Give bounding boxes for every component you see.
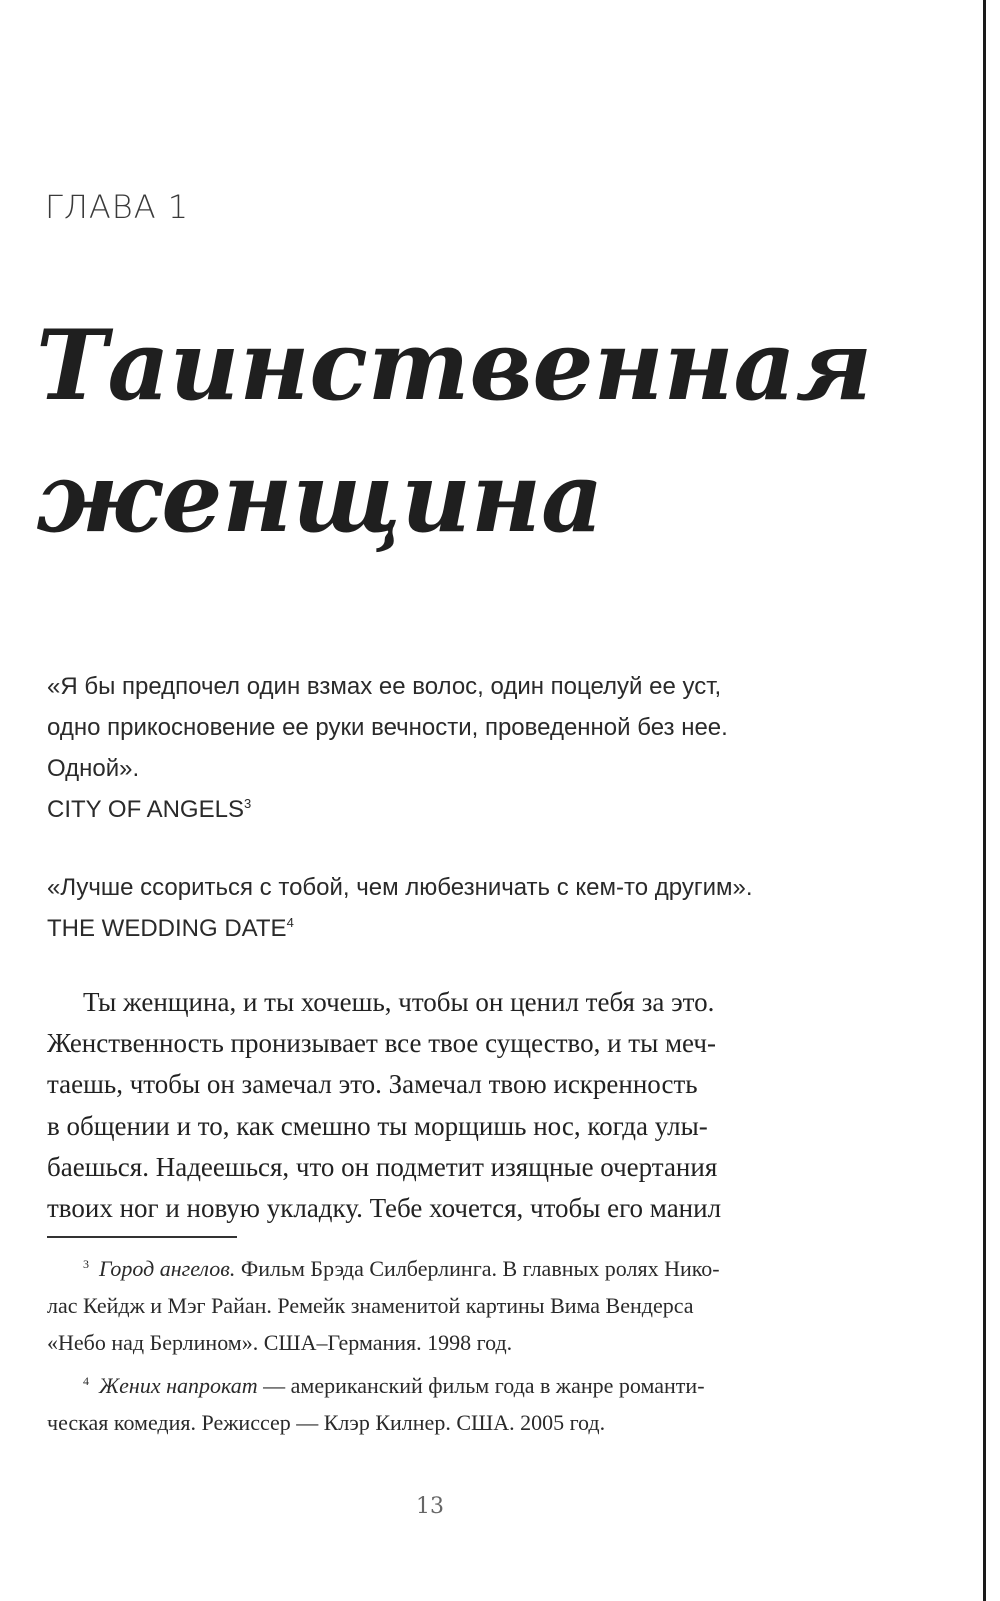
footnote-3-line-1 <box>47 1250 847 1287</box>
footnote-3-line-2: лас Кейдж и Мэг Райан. Ремейк знаменитой картины Вима Вендерса <box>47 1293 694 1318</box>
epigraph-2-source-line <box>47 908 927 949</box>
body-line: Женственность пронизывает все твое существо, и ты меч- <box>47 1028 716 1059</box>
footnote-film-title: Город ангелов. <box>99 1256 236 1281</box>
epigraph-1-source-line <box>47 789 927 830</box>
epigraph-1-source: CITY OF ANGELS <box>47 796 244 823</box>
page-number: 13 <box>416 1494 444 1519</box>
chapter-title-line-1: Таинственная <box>36 309 873 422</box>
chapter-title <box>36 300 936 564</box>
footnotes <box>47 1250 847 1447</box>
footnote-text: — американский фильм года в жанре романти- <box>257 1373 705 1398</box>
body-line: в общении и то, как смешно ты морщишь нос, когда улы- <box>47 1110 708 1141</box>
body-line: таешь, чтобы он замечал это. Замечал твою искренность <box>47 1069 698 1100</box>
footnote-text: Фильм Брэда Силберлинга. В главных ролях Нико- <box>235 1256 720 1281</box>
epigraph-gap <box>47 830 927 867</box>
footnote-number: 4 <box>83 1374 89 1388</box>
epigraph-1-line-1: «Я бы предпочел один взмах ее волос, один поцелуй ее уст, <box>47 673 722 700</box>
chapter-label: ГЛАВА 1 <box>45 188 190 226</box>
epigraphs <box>47 666 927 949</box>
footnote-4-line-1 <box>47 1367 847 1404</box>
footnote-3-line-3: «Небо над Берлином». США–Германия. 1998 год. <box>47 1330 513 1355</box>
footnote-4-line-2: ческая комедия. Режиссер — Клэр Килнер. США. 2005 год. <box>47 1410 606 1435</box>
footnote-ref-4[interactable]: 4 <box>286 915 294 930</box>
page-edge <box>983 0 986 1601</box>
footnote-number: 3 <box>83 1257 89 1271</box>
body-line: твоих ног и новую укладку. Тебе хочется, чтобы его манил <box>47 1193 722 1224</box>
epigraph-1-line-3: Одной». <box>47 755 140 782</box>
footnote-divider <box>47 1236 237 1238</box>
footnote-3 <box>47 1250 847 1361</box>
footnote-film-title: Жених напрокат <box>99 1373 258 1398</box>
epigraph-1-line-2: одно прикосновение ее руки вечности, проведенной без нее. <box>47 714 728 741</box>
footnote-ref-3[interactable]: 3 <box>243 796 252 811</box>
epigraph-1 <box>47 666 927 830</box>
epigraph-2 <box>47 867 927 949</box>
body-line: баешься. Надеешься, что он подметит изящные очертания <box>47 1151 718 1182</box>
body-paragraph <box>47 982 847 1229</box>
epigraph-2-line-1: «Лучше ссориться с тобой, чем любезничать с кем-то другим». <box>47 874 753 901</box>
footnote-4 <box>47 1367 847 1441</box>
epigraph-2-source: THE WEDDING DATE <box>47 915 287 942</box>
chapter-title-line-2: женщина <box>36 441 604 554</box>
body-line: Ты женщина, и ты хочешь, чтобы он ценил тебя за это. <box>83 987 715 1017</box>
